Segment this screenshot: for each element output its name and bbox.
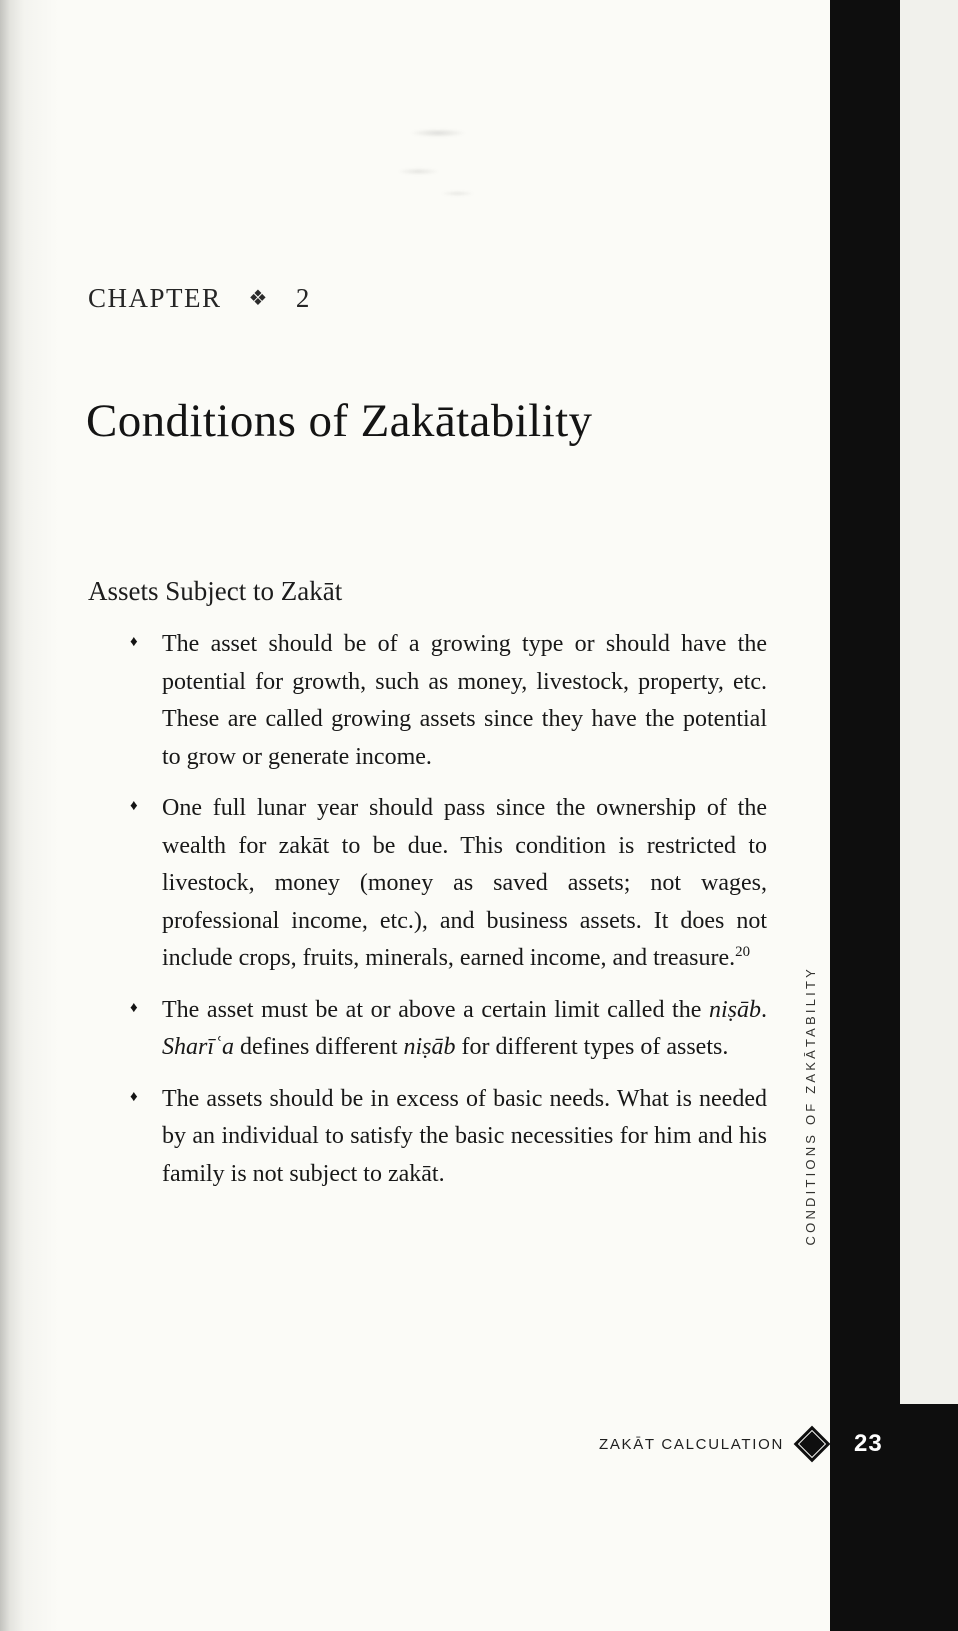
bullet-text-segment: The asset should be of a growing type or should have the potential for growth, such as money, livestock, property, etc. These are called growing assets since they have the potential to grow or generate income. bbox=[162, 631, 767, 770]
footer bbox=[0, 1421, 836, 1467]
bullet-text-segment: . bbox=[761, 996, 767, 1023]
bullet-text-segment: Sharīʿa bbox=[162, 1034, 234, 1060]
bullet-text-segment: One full lunar year should pass since the ownership of the wealth for zakāt to be due. This condition is restricted to livestock, money (money as saved assets; not wages, professional income, etc.), and business assets. It does not include crops, fruits, minerals, earned income, and treasure. bbox=[162, 795, 767, 971]
bullet-text bbox=[162, 626, 767, 776]
bullet-item bbox=[130, 1081, 767, 1194]
page-edge bbox=[900, 0, 958, 1631]
bullet-text-segment: The assets should be in excess of basic needs. What is needed by an individual to satisfy the basic necessities for him and his family is not subject to zakāt. bbox=[162, 1085, 767, 1187]
binding-shadow bbox=[0, 0, 58, 1631]
page-number-block bbox=[830, 1404, 958, 1631]
page-title: Conditions of Zakātability bbox=[86, 395, 593, 447]
chapter-label: CHAPTER bbox=[88, 283, 222, 313]
sidebar-vertical-label: CONDITIONS OF ZAKĀTABILITY bbox=[803, 966, 818, 1246]
scan-smudge bbox=[360, 100, 490, 210]
chapter-ornament-icon: ❖ bbox=[248, 286, 269, 310]
bullet-text-segment: for different types of assets. bbox=[455, 1034, 729, 1060]
page-number: 23 bbox=[854, 1430, 883, 1457]
chapter-heading bbox=[88, 283, 311, 314]
bullet-item bbox=[130, 626, 767, 776]
bullet-diamond-icon: ♦ bbox=[130, 798, 138, 814]
section-heading: Assets Subject to Zakāt bbox=[88, 576, 343, 606]
bullet-text bbox=[162, 992, 767, 1067]
bullet-diamond-icon: ♦ bbox=[130, 634, 138, 650]
footer-diamond-icon bbox=[794, 1426, 831, 1463]
bullet-text-segment: defines different bbox=[234, 1034, 404, 1060]
bullet-text-segment: 20 bbox=[735, 944, 750, 960]
side-tab-bar bbox=[830, 0, 900, 1631]
bullet-diamond-icon: ♦ bbox=[130, 999, 138, 1016]
bullet-text bbox=[162, 790, 767, 978]
bullet-list bbox=[130, 626, 767, 1207]
bullet-item bbox=[130, 992, 767, 1067]
chapter-number: 2 bbox=[295, 283, 311, 313]
running-title: ZAKĀT CALCULATION bbox=[598, 1435, 784, 1453]
bullet-text-segment: niṣāb bbox=[708, 996, 761, 1023]
bullet-diamond-icon: ♦ bbox=[130, 1088, 138, 1105]
footer-diamond-inner bbox=[798, 1430, 826, 1458]
bullet-text-segment: niṣāb bbox=[403, 1034, 456, 1060]
bullet-text-segment: The asset must be at or above a certain limit called the bbox=[162, 996, 709, 1023]
bullet-item bbox=[130, 790, 767, 978]
bullet-text bbox=[162, 1081, 767, 1194]
